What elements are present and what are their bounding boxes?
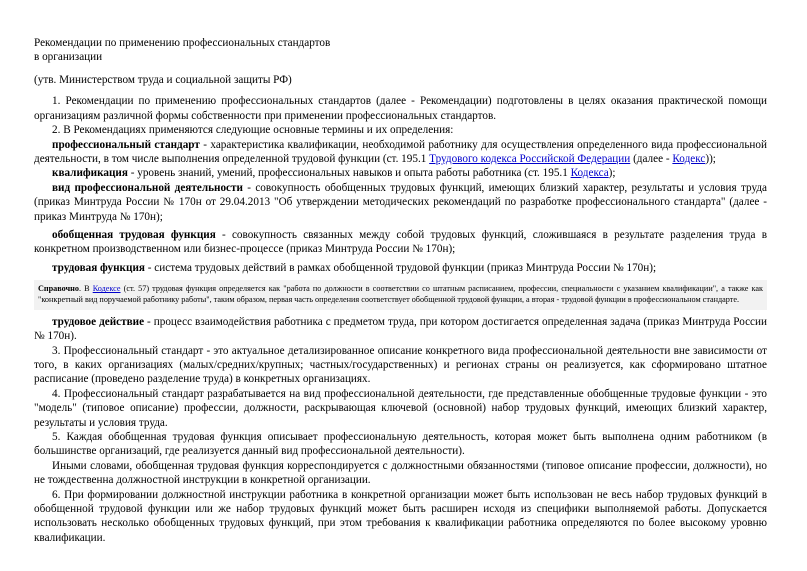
term-definition: - система трудовых действий в рамках обобщенной трудовой функции (приказ Минтруда России № 170н); [144, 261, 657, 274]
term-definition: - совокупность обобщенных трудовых функций, имеющих близкий характер, результаты и условия труда (приказ Минтруда России № 170н от 29.04.2013 "Об утверждении методических рекомендаций по разработке профессионального стандарта" (далее - приказ Минтруда № 170н); [34, 181, 767, 223]
paragraph-5: 5. Каждая обобщенная трудовая функция описывает профессиональную деятельность, которая может быть выполнена одним работником (в большинстве организаций, где реализуется данный вид профессиональной деятельности). [34, 430, 767, 458]
note-label: Справочно [38, 284, 79, 294]
labor-code-link[interactable]: Трудового кодекса Российской Федерации [429, 153, 631, 166]
term-professional-standard [34, 138, 767, 167]
term-general-function [34, 228, 767, 257]
term-labor-function [34, 261, 767, 275]
term-definition-end: )); [705, 153, 716, 166]
paragraph-6: 6. При формировании должностной инструкции работника в конкретной организации может быть использован не весь набор трудовых функций в обобщенной трудовой функции или же набор трудовых функций может быть расширен исходя из специфики выполняемой работы. Допускается использовать несколько обобщенных трудовых функций, при этом требования к квалификации работника определяются по более высокому уровню квалификации. [34, 488, 767, 544]
paragraph-4: 4. Профессиональный стандарт разрабатывается на вид профессиональной деятельности, где представленные обобщенные трудовые функции - это "модель" (типовое описание) профессии, должности, раскрывающая ключевой (основной) набор трудовых функций, имеющих близкий характер, результаты и условия труда. [34, 387, 767, 429]
paragraph-2: 2. В Рекомендациях применяются следующие основные термины и их определения: [52, 124, 454, 137]
term-definition: - процесс взаимодействия работника с предметом труда, при котором достигается определенная задача (приказ Минтруда России № 170н). [34, 315, 767, 343]
title-line-2: в организации [34, 51, 103, 64]
note-pre: . В [78, 284, 93, 294]
term-definition: - уровень знаний, умений, профессиональных навыков и опыта работы работника (ст. 195.1 [127, 167, 571, 180]
term-definition-cont: (далее - [630, 153, 673, 166]
term-qualification [34, 166, 767, 180]
paragraph-3: 3. Профессиональный стандарт - это актуальное детализированное описание конкретного вида профессиональной деятельности вне зависимости от того, в каких организациях (малых/средних/крупных; частных/государственных) и регионах страны он реализуется, как сформировано штатное расписание (проведено разделение труда) в конкретных организациях. [34, 344, 767, 386]
term-name: вид профессиональной деятельности [52, 181, 243, 194]
term-labor-action [34, 315, 767, 344]
code-link[interactable]: Кодексе [92, 284, 121, 294]
note-text: (ст. 57) трудовая функция определяется как "работа по должности в соответствии со штатным расписанием, профессии, специальности с указанием квалификации", а также как "конкретный вид поручаемой работнику работы", таким образом, первая часть определения соответствует обобщенной трудовой функции, а вторая - трудовой функции в профессиональном стандарте. [38, 284, 763, 305]
title-line-1: Рекомендации по применению профессиональных стандартов [34, 37, 331, 49]
paragraph-1: 1. Рекомендации по применению профессиональных стандартов (далее - Рекомендации) подготовлены в целях оказания практической помощи организациям различной формы собственности при применении профессиональных стандартов. [34, 95, 767, 122]
document [34, 36, 767, 545]
term-name: обобщенная трудовая функция [52, 229, 216, 242]
code-link[interactable]: Кодекса [570, 167, 609, 180]
term-name: квалификация [52, 167, 128, 180]
approval-note: (утв. Министерством труда и социальной защиты РФ) [34, 74, 292, 87]
paragraph-5b: Иными словами, обобщенная трудовая функция корреспондируется с должностными обязанностями (типовое описание профессии, должности), но не тождественна должностной инструкции в конкретной организации. [34, 459, 767, 487]
term-name: профессиональный стандарт [52, 138, 200, 151]
term-definition: - характеристика квалификации, необходимой работнику для осуществления определенного вида профессиональной деятельности, в том числе выполнения определенной трудовой функции (ст. 195.1 [34, 138, 767, 166]
term-name: трудовая функция [52, 261, 145, 274]
reference-note [34, 280, 767, 309]
term-activity-type [34, 181, 767, 224]
document-title [34, 36, 767, 64]
term-definition-end: ); [608, 167, 616, 180]
code-link[interactable]: Кодекс [672, 153, 706, 166]
term-name: трудовое действие [52, 315, 145, 328]
term-definition: - совокупность связанных между собой трудовых функций, сложившаяся в результате разделения труда в конкретном производственном или бизнес-процессе (приказ Минтруда России № 170н); [34, 229, 767, 256]
